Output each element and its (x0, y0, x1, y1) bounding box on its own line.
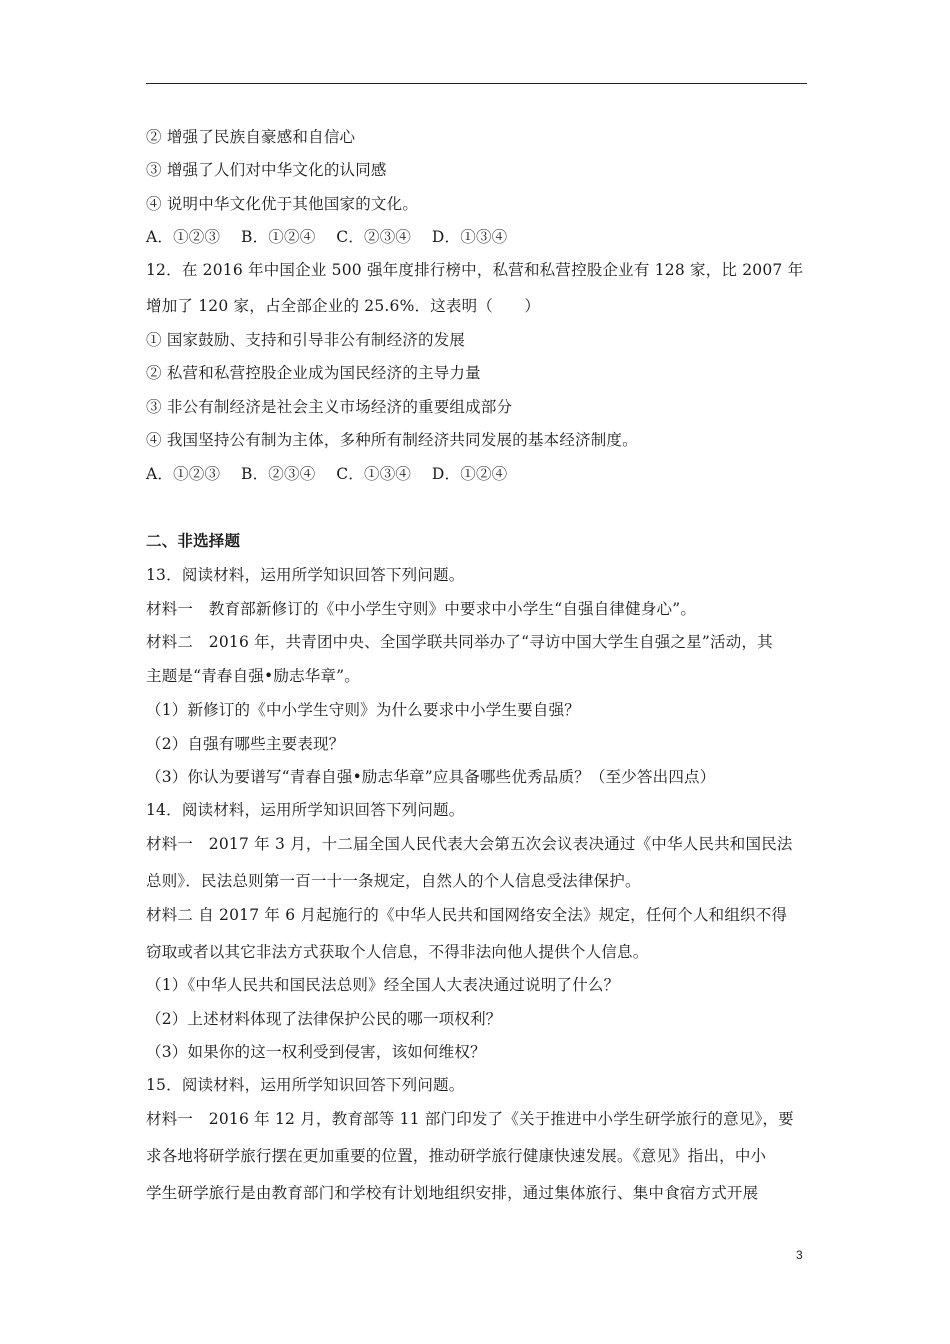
material-line: 材料一 教育部新修订的《中小学生守则》中要求中小学生“自强自律健身心”。 (146, 600, 697, 618)
option-line: ② 私营和私营控股企业成为国民经济的主导力量 (146, 364, 481, 382)
answer-choices: A．①②③ B．②③④ C．①③④ D．①②④ (146, 465, 508, 483)
option-line: ③ 非公有制经济是社会主义市场经济的重要组成部分 (146, 398, 513, 416)
question-14: 14．阅读材料，运用所学知识回答下列问题。 (146, 801, 465, 819)
sub-question: （1）《中华人民共和国民法总则》经全国人大表决通过说明了什么？ (146, 976, 620, 994)
material-line: 主题是“青春自强•励志华章”。 (146, 667, 360, 685)
question-text: 增加了 120 家，占全部企业的 25.6%．这表明（ ） (146, 297, 541, 315)
material-line: 材料一 2017 年 3 月，十二届全国人民代表大会第五次会议表决通过《中华人民共和国民法 (146, 835, 793, 853)
question-13: 13．阅读材料，运用所学知识回答下列问题。 (146, 566, 465, 584)
material-line: 材料二 自 2017 年 6 月起施行的《中华人民共和国网络安全法》规定，任何个人和组织不得 (146, 906, 788, 924)
header-rule (146, 83, 807, 84)
sub-question: （1）新修订的《中小学生守则》为什么要求中小学生要自强？ (146, 701, 580, 719)
option-line: ④ 说明中华文化优于其他国家的文化。 (146, 195, 419, 213)
material-line: 材料二 2016 年，共青团中央、全国学联共同举办了“寻访中国大学生自强之星”活动，其 (146, 633, 773, 651)
section-title: 二、非选择题 (146, 532, 241, 550)
page-number: 3 (796, 1248, 803, 1262)
sub-question: （2）自强有哪些主要表现？ (146, 735, 345, 753)
sub-question: （2）上述材料体现了法律保护公民的哪一项权利？ (146, 1010, 502, 1028)
material-line: 窃取或者以其它非法方式获取个人信息，不得非法向他人提供个人信息。 (146, 943, 649, 961)
option-line: ② 增强了民族自豪感和自信心 (146, 128, 356, 146)
material-line: 总则》．民法总则第一百一十一条规定，自然人的个人信息受法律保护。 (146, 872, 641, 890)
option-line: ④ 我国坚持公有制为主体，多种所有制经济共同发展的基本经济制度。 (146, 431, 638, 449)
sub-question: （3）你认为要谱写“青春自强•励志华章”应具备哪些优秀品质？（至少答出四点） (146, 768, 716, 786)
material-line: 学生研学旅行是由教育部门和学校有计划地组织安排，通过集体旅行、集中食宿方式开展 (146, 1184, 759, 1202)
question-12: 12．在 2016 年中国企业 500 强年度排行榜中，私营和私营控股企业有 128 家，比 2007 年 (146, 261, 804, 279)
option-line: ③ 增强了人们对中华文化的认同感 (146, 161, 387, 179)
option-line: ① 国家鼓励、支持和引导非公有制经济的发展 (146, 331, 466, 349)
question-15: 15．阅读材料，运用所学知识回答下列问题。 (146, 1076, 465, 1094)
material-line: 求各地将研学旅行摆在更加重要的位置，推动研学旅行健康快速发展。《意见》指出，中小 (146, 1147, 767, 1165)
answer-choices: A．①②③ B．①②④ C．②③④ D．①③④ (146, 228, 508, 246)
material-line: 材料一 2016 年 12 月，教育部等 11 部门印发了《关于推进中小学生研学旅行的意见》，要 (146, 1110, 794, 1128)
sub-question: （3）如果你的这一权利受到侵害，该如何维权？ (146, 1043, 486, 1061)
